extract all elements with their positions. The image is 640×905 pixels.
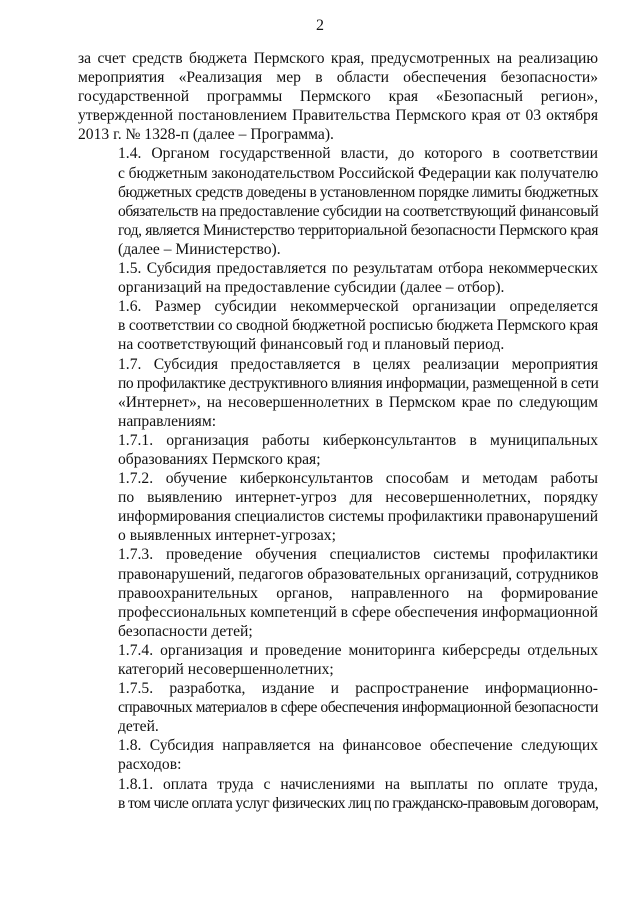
text-line: 1.7.5. разработка, издание и распространение информационно-: [118, 680, 598, 698]
paragraph: [78, 469, 598, 545]
text-line: правонарушений, педагогов образовательных организаций, сотрудников: [118, 565, 599, 583]
paragraph: [78, 49, 598, 144]
paragraph: [78, 259, 598, 297]
text-line: профессиональных компетенций в сфере обеспечения информационной: [118, 603, 598, 621]
text-line: по выявлению интернет-угроз для несовершеннолетних, порядку: [118, 489, 598, 507]
text-line: 1.7.3. проведение обучения специалистов системы профилактики: [118, 546, 598, 564]
document-body: [78, 49, 598, 813]
text-line: расходов:: [118, 756, 182, 774]
paragraph: [78, 679, 598, 736]
text-line: на соответствующий финансовый год и плановый период.: [118, 336, 505, 354]
text-line: 1.8.1. оплата труда с начислениями на выплаты по оплате труда,: [118, 775, 598, 793]
text-line: информирования специалистов системы профилактики правонарушений: [118, 508, 598, 526]
text-line: категорий несовершеннолетних;: [118, 661, 334, 678]
text-line: год, является Министерство территориальной безопасности Пермского края: [118, 221, 598, 239]
page-number: 2: [316, 17, 324, 34]
text-line: бюджетных средств доведены в установленном порядке лимиты бюджетных: [118, 183, 599, 201]
text-line: детей.: [118, 718, 159, 736]
text-line: 1.7.2. обучение киберконсультантов способам и методам работы: [118, 470, 598, 488]
paragraph: [78, 545, 598, 640]
text-line: 1.7.1. организация работы киберконсультантов в муниципальных: [118, 431, 598, 449]
text-line: обязательств на предоставление субсидии на соответствующий финансовый: [118, 202, 599, 220]
text-line: «Интернет», на несовершеннолетних в Пермском крае по следующим: [118, 393, 598, 411]
text-line: мероприятия «Реализация мер в области обеспечения безопасности»: [78, 69, 598, 87]
text-line: 1.7.4. организация и проведение мониторинга киберсреды отдельных: [118, 641, 598, 659]
text-line: в том числе оплата услуг физических лиц по гражданско-правовым договорам,: [118, 794, 599, 812]
text-line: образованиях Пермского края;: [118, 450, 321, 468]
text-line: безопасности детей;: [118, 622, 253, 640]
text-line: организаций на предоставление субсидии (далее – отбор).: [118, 279, 505, 297]
text-line: по профилактике деструктивного влияния информации, размещенной в сети: [118, 374, 599, 392]
paragraph: [78, 144, 598, 259]
text-line: справочных материалов в сфере обеспечения информационной безопасности: [118, 699, 598, 717]
text-line: правоохранительных органов, направленного на формирование: [118, 584, 598, 602]
text-line: государственной программы Пермского края «Безопасный регион»,: [78, 88, 598, 106]
text-line: утвержденной постановлением Правительства Пермского края от 03 октября: [78, 107, 598, 125]
text-line: 1.6. Размер субсидии некоммерческой организации определяется: [118, 298, 598, 316]
text-line: о выявленных интернет-угрозах;: [118, 527, 336, 545]
paragraph: [78, 736, 598, 774]
paragraph: [78, 355, 598, 431]
paragraph: [78, 297, 598, 354]
text-line: за счет средств бюджета Пермского края, предусмотренных на реализацию: [78, 50, 598, 67]
paragraph: [78, 431, 598, 469]
text-line: направлениям:: [118, 412, 217, 430]
text-line: 1.4. Органом государственной власти, до которого в соответствии: [118, 145, 598, 163]
paragraph: [78, 775, 598, 813]
text-line: в соответствии со сводной бюджетной росписью бюджета Пермского края: [118, 317, 598, 335]
text-line: с бюджетным законодательством Российской Федерации как получателю: [118, 164, 599, 182]
text-line: 2013 г. № 1328-п (далее – Программа).: [78, 126, 334, 144]
text-line: 1.7. Субсидия предоставляется в целях реализации мероприятия: [118, 355, 598, 373]
text-line: 1.5. Субсидия предоставляется по результатам отбора некоммерческих: [118, 260, 598, 278]
text-line: (далее – Министерство).: [118, 240, 281, 258]
text-line: 1.8. Субсидия направляется на финансовое обеспечение следующих: [118, 737, 598, 755]
paragraph: [78, 641, 598, 679]
